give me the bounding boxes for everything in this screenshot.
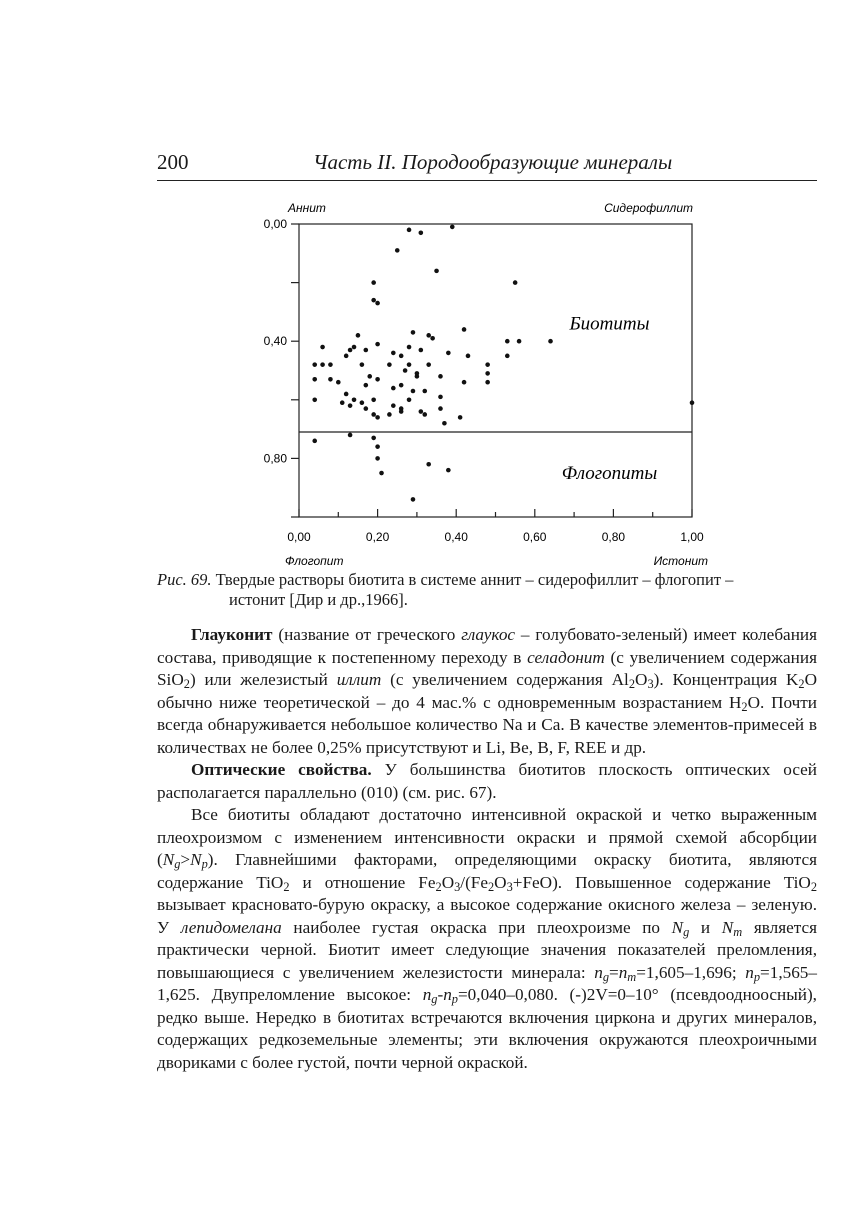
data-point <box>422 389 427 394</box>
data-point <box>312 377 317 382</box>
data-point <box>356 333 361 338</box>
data-point <box>344 354 349 359</box>
data-point <box>391 403 396 408</box>
data-point <box>352 398 357 403</box>
text-span: – голубовато-зеленый) имеет колебания состава, приводящие к постепенному переходу в <box>157 625 817 667</box>
data-point <box>364 348 369 353</box>
data-point <box>419 409 424 414</box>
scatter-chart <box>0 0 868 570</box>
data-point <box>407 345 412 350</box>
corner-label-phlogopite: Флогопит <box>285 554 344 568</box>
data-point <box>446 468 451 473</box>
region-labels <box>562 313 658 483</box>
data-point <box>450 225 455 230</box>
data-point <box>336 380 341 385</box>
text-span: ). Главнейшими факторами, определяющими окраску биотита, являются содержание TiO <box>157 850 817 892</box>
data-point <box>426 362 431 367</box>
y-axis-ticks <box>264 217 299 517</box>
text-span: O <box>635 670 648 689</box>
term-glauconite: Глауконит <box>191 625 273 644</box>
data-point <box>505 354 510 359</box>
text-span: /(Fe <box>460 872 488 892</box>
text-span: наиболее густая окраска при плеохроизме по <box>281 917 672 937</box>
data-point <box>422 412 427 417</box>
data-point <box>419 230 424 235</box>
data-point <box>403 368 408 373</box>
data-point <box>391 386 396 391</box>
data-point <box>407 398 412 403</box>
text-span: O. Почти всегда обнаруживается небольшое количество Na и Ca. В качестве элементов-примесей в количествах не более 0,25% присутствуют и Li, Be, B, F, REE и др. <box>157 692 817 757</box>
data-point <box>399 383 404 388</box>
data-point <box>442 421 447 426</box>
data-point <box>320 362 325 367</box>
text-span: +FeO). Повышенное содержание TiO <box>512 872 811 892</box>
page-number: 200 <box>157 150 189 174</box>
y-tick-label: 0,00 <box>263 217 287 231</box>
data-point <box>466 354 471 359</box>
text-span: =0,040–0,080. (-)2V=0–10° (псевдоодноосный), редко выше. Нередко в биотитах встречаются включения циркона и других минералов, содержащих редкоземельные элементы; эти включения окружаются плеохроичными двориками с более густой, почти черной окраской. <box>157 985 817 1072</box>
data-point <box>364 383 369 388</box>
data-point <box>371 398 376 403</box>
data-point <box>548 339 553 344</box>
data-point <box>415 374 420 379</box>
data-point <box>312 439 317 444</box>
data-point <box>312 398 317 403</box>
x-tick-label: 0,40 <box>444 530 468 544</box>
data-point <box>375 456 380 461</box>
data-point <box>312 362 317 367</box>
text-span: O обычно ниже теоретической – до 4 мас.% с одновременным возрастанием H <box>157 670 817 712</box>
data-point <box>458 415 463 420</box>
data-point <box>395 248 400 253</box>
text-span: =1,605–1,696; <box>636 962 746 982</box>
data-point <box>517 339 522 344</box>
data-point <box>399 409 404 414</box>
region-label: Биотиты <box>569 313 650 335</box>
data-point <box>360 362 365 367</box>
data-point <box>485 380 490 385</box>
text-span: вызывает красновато-бурую окраску, а высокое содержание окисного железа – зеленую. У <box>157 895 817 937</box>
figure-caption <box>157 570 817 610</box>
y-tick-label: 0,80 <box>263 451 287 466</box>
data-point <box>391 351 396 356</box>
x-axis-ticks <box>287 509 704 544</box>
y-tick-label: 0,40 <box>263 334 287 349</box>
data-point <box>462 380 467 385</box>
text-span: ) или железистый <box>189 670 337 689</box>
data-point <box>407 228 412 233</box>
data-point <box>375 301 380 306</box>
data-point <box>371 436 376 441</box>
region-label: Флогопиты <box>561 462 658 484</box>
data-point <box>387 412 392 417</box>
term-glaukos: глаукос <box>461 625 516 644</box>
data-point <box>348 348 353 353</box>
term-lepidomelane: лепидомелана <box>180 917 282 937</box>
caption-line-1: Твердые растворы биотита в системе аннит – сидерофиллит – флогопит – <box>215 570 734 589</box>
data-point <box>340 400 345 405</box>
text-span: и <box>689 917 722 937</box>
term-optical-properties: Оптические свойства. <box>191 760 372 779</box>
x-tick-label: 0,60 <box>523 530 547 544</box>
data-point <box>430 336 435 341</box>
data-point <box>375 415 380 420</box>
data-point <box>485 371 490 376</box>
data-point <box>411 389 416 394</box>
caption-line-2: истонит [Дир и др.,1966]. <box>229 590 408 609</box>
paragraph-optical-properties <box>157 759 817 804</box>
text-span: =1,565–1,625. Двупреломление высокое: <box>157 962 817 1004</box>
data-point <box>371 298 376 303</box>
data-point <box>367 374 372 379</box>
data-point <box>434 269 439 274</box>
text-span: O <box>494 872 507 892</box>
data-point <box>438 395 443 400</box>
x-tick-label: 0,80 <box>601 530 626 544</box>
data-point <box>411 330 416 335</box>
data-point <box>485 362 490 367</box>
data-point <box>505 339 510 344</box>
corner-label-eastonite: Истонит <box>653 554 708 568</box>
data-point <box>513 280 518 285</box>
data-point <box>328 377 333 382</box>
data-point <box>387 362 392 367</box>
data-points <box>312 225 694 502</box>
text-span: (название от греческого <box>272 625 462 644</box>
data-point <box>690 400 695 405</box>
text-span: (с увеличением содержания SiO <box>157 647 817 689</box>
data-point <box>320 345 325 350</box>
data-point <box>375 444 380 449</box>
term-celadonite: селадонит <box>527 647 605 667</box>
data-point <box>375 377 380 382</box>
text-span: ). Концентрация K <box>653 670 799 689</box>
x-tick-label: 0,20 <box>365 530 390 544</box>
text-span: является практически черной. Биотит имеет следующие значения показателей преломления, повышающиеся с увеличением железистости минерала: <box>157 917 817 982</box>
data-point <box>399 354 404 359</box>
data-point <box>426 333 431 338</box>
text-span: У большинства биотитов плоскость оптических осей располагается параллельно (010) (см. рис. 67). <box>157 760 817 802</box>
data-point <box>379 471 384 476</box>
text-span: O <box>441 872 455 892</box>
body-text <box>157 624 817 1074</box>
data-point <box>348 433 353 438</box>
data-point <box>411 497 416 502</box>
data-point <box>438 406 443 411</box>
text-span: и отношение Fe <box>289 872 436 892</box>
x-tick-label: 0,00 <box>287 530 311 544</box>
text-span: (с увеличением содержания Al <box>381 670 629 689</box>
x-tick-label: 1,00 <box>680 530 704 544</box>
data-point <box>348 403 353 408</box>
data-point <box>375 342 380 347</box>
corner-label-annite: Аннит <box>288 201 326 215</box>
data-point <box>407 362 412 367</box>
data-point <box>364 406 369 411</box>
data-point <box>352 345 357 350</box>
data-point <box>344 392 349 397</box>
caption-label: Рис. 69. <box>157 570 212 589</box>
data-point <box>462 327 467 332</box>
data-point <box>371 280 376 285</box>
data-point <box>371 412 376 417</box>
text-span: Все биотиты обладают достаточно интенсивной окраской и четко выраженным плеохроизмом с изменением интенсивности окраски и прямой схемой абсорбции ( <box>157 805 817 869</box>
data-point <box>419 348 424 353</box>
data-point <box>438 374 443 379</box>
data-point <box>328 362 333 367</box>
data-point <box>360 400 365 405</box>
paragraph-glauconite: Глауконит (название от греческого глаукос – голубовато-зеленый) имеет колебания состава, приводящие к постепенному переходу в селадонит (с увеличением содержания SiO$_2$) или железистый иллит (с увеличением содержания $Al_2O_3$). Концентрация $K_2O$ обычно ниже теоретической – до 4 мас.% с одновременным возрастанием $H_2O$. Почти всегда обнаруживается небольшое количество Na и Ca. В качестве элементов-примесей в количествах не более 0,25% присутствуют и Li, Be, B, F, REE и др. <box>157 625 817 757</box>
data-point <box>446 351 451 356</box>
running-header: Часть II. Породообразующие минералы <box>313 150 673 174</box>
paragraph-biotite-color: Все биотиты обладают достаточно интенсивной окраской и четко выраженным плеохроизмом с изменением интенсивности окраски и прямой схемой абсорбции $(N_g>N_p)$. Главнейшими факторами, определяющими окраску биотита, являются содержание TiO$_2$ и отношение $Fe_2O_3/(Fe_2O_3+FeO)$. Повышенное содержание TiO$_2$ вызывает красновато-бурую окраску, а высокое содержание окисного железа – зеленую. У лепидомелана наиболее густая окраска при плеохроизме по $N_g$ и $N_m$ является практически черной. Биотит имеет следующие значения показателей преломления, повышающиеся с увеличением железистости минерала: $n_g=n_m=1,605-1,696$; $n_p=1,565-1,625$. Двупреломление высокое: $n_g-n_p=0,040-0,080$. (-)2V=0–10° (псевдоодноосный), редко выше. Нередко в биотитах встречаются включения циркона и других минералов, содержащих редкоземельные элементы; эти включения окружаются плеохроичными двориками с более густой, почти черной окраской. <box>157 805 817 1072</box>
corner-label-siderophyllite: Сидерофиллит <box>604 201 693 215</box>
data-point <box>426 462 431 467</box>
term-illite: иллит <box>336 670 382 689</box>
